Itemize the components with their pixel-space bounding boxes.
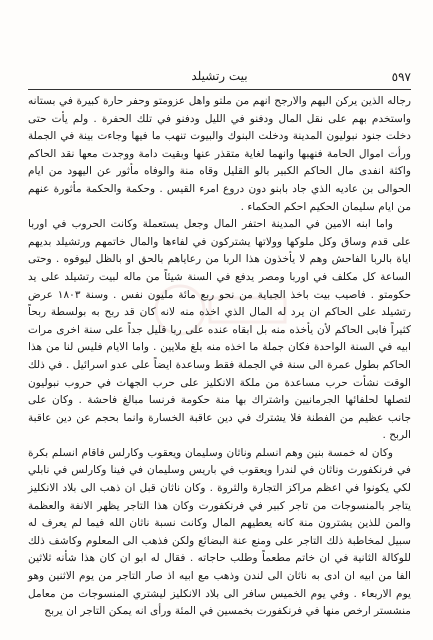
body-text	[28, 93, 411, 621]
paragraph: وكان له خمسة بنين وهم انسلم وناثان وسليمان ويعقوب وكارلس فاقام انسلم بكرة في فرنكفورت وناثان في لندرا ويعقوب في باريس وسليمان في فينا وكارلس في نابلي لكي يكونوا في اعظم مراكز التجارة والثروة . وكان ناثان قبل ان ذهب الى بلاد الانكليز يتاجر بالمنسوجات من تاجر كبير في فرنكفورت وكان هذا التاجر يظهر الانفة والعظمة والمن للذين يشترون منة كانه يعطيهم المال وكانت نسبة ناثان الله فيما لم يعرف له سبيل لمخاطبة ذلك التاجر على ومنع عنة البضائع ولكن فذهب الى المعلوم وكاشف ذلك للوكالة الثانية في ان خاتم مطعماً وطلب حاجاته . فقال له ابو ان كان هذا شأنه ثلاثين الفا من ابيه ان ادى به ناثان الى لندن وذهب مع ابيه اذ صار التاجر من يوم الاثنين وهو يوم الاربعاء . وفي يوم الخميس سافر الى بلاد الانكليز ليشتري المنسوجات من معامل منشستر ارخص منها في فرنكفورت بخمسين في المئة ورأى انه يمكن التاجر ان يربح	[28, 446, 411, 618]
header-rule	[28, 89, 411, 90]
paragraph: رجاله الذين يركن اليهم والارجح انهم من ملتو واهل عزومتو وحفر حارة كبيرة في بستانه واستخدم بهم على نقل المال ودفنو في الليل ودفنو في تلك الحفرة . ولم يأت حتى دخلت جنود نبوليون المدينة ودخلت البنوك والبيوت تنهب ما فيها وجاءت بينة في الجملة ورأت اموال الحامة فنهبها وانهما لغاية متقذر عنها وبقيت دامة ووجدت معها نقد الحاكم واكثة انفدى مال الحاكم الكبير بالو القليل وقاه منة والوفاه مأثور عن اليهود من ايام الحوالى بن عاديه الذي جاد بابنو دون دروع امرء القيس . وحكمة والحكمة مأثورة عنهم من ايام سليمان الحكيم احكم الحكماء .	[28, 95, 411, 213]
page-header	[28, 68, 411, 88]
running-title: بيت رتشيلد	[191, 69, 248, 83]
page-number: ٥٩٧	[391, 70, 411, 84]
paragraph: واما ابنه الامين في المدينة احتفر المال وجعل يستعملة وكانت الحروب في اوربا على قدم وساق وكل ملوكها وولاتها يشتركون في لفاءها والمال خاتمهم ورتشيلد بديهم اياة بالربا الفاحش وهم لا يأخذون هذا الربا من رعاياهم بالحق او بالظل ليوفوه . وحتى الساعة كل مكلف في اوربا ومصر يدفع في السنة شيئاً من ماله لبيت رتشيلد على يد حكومتو . فاصيب بيت باخذ الجباية من نحو ربع مائة مليون نفس . وسنة ١٨٠٣ عرض رتشيلد على الحاكم ان يرد له المال الذي اخذه منه لانه كان قد ربح به بولسطة ربحاً كثيراً فابى الحاكم لأن يأخذه منه بل ابقاه عنده على ربا قليل جداً على سنة اخرى مرات ابيه في السنة الواحدة فكان جملة ما اخذه منه بلغ ملايين . واما الايام فليس لنا من هذا الحاكم بطول عمرة الى سنة في الجملة فقط وساعدة ايضاً على عدو اسرائيل . في ذلك الوقت نشأت حرب مساعدة من ملكة الانكليز على حرب الجهات في حروب نبوليون لتصلها لحلفائها الجرمانيين واشتراك بها منة حكومة فرنسا مبالغ فاحشة . وكان على جانب عظيم من الفطنة فلا يشترك في دين عاقبة الخسارة وانما بحجم عن دين عاقبة الربح .	[28, 218, 412, 442]
